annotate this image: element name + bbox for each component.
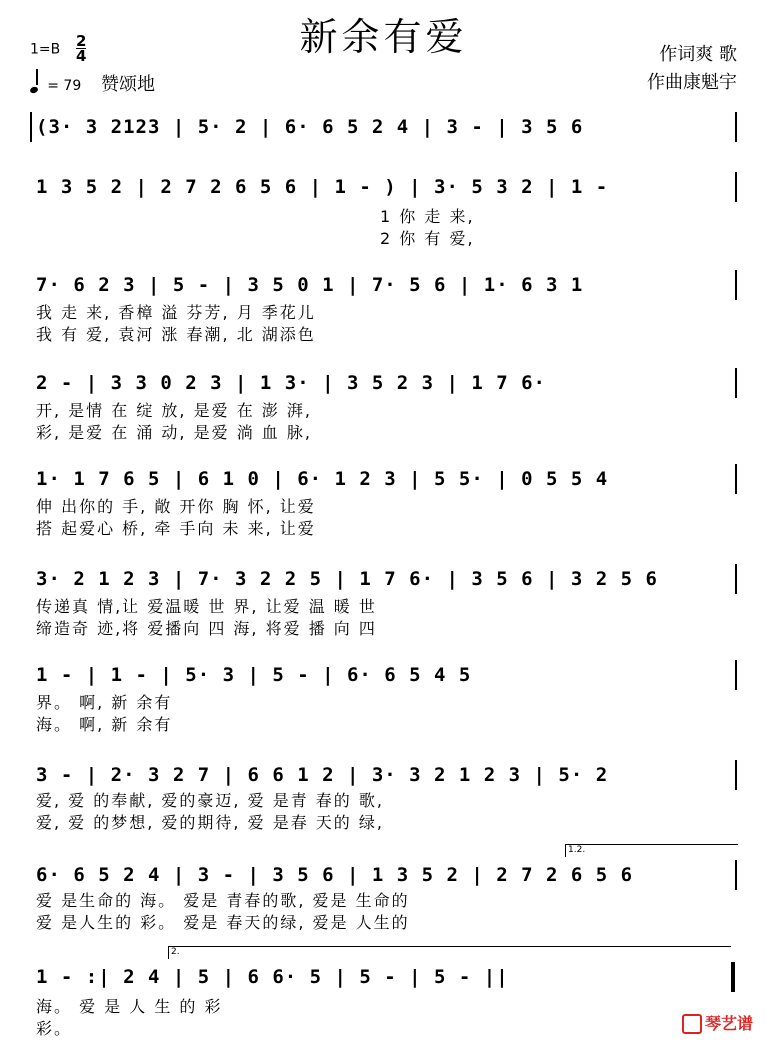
composer: 作曲康魁宇 <box>647 72 737 93</box>
lyric-verse-1: 海。 爱 是 人 生 的 彩 <box>36 997 223 1016</box>
lyric-verse-1: 爱, 爱 的奉献, 爱的豪迈, 爱 是青 春的 歌, <box>36 791 384 810</box>
lyric-verse-1: 伸 出你的 手, 敞 开你 胸 怀, 让爱 <box>36 497 316 516</box>
notes: 1 - | 1 - | 5· 3 | 5 - | 6· 6 5 4 5 <box>36 664 472 686</box>
lyric-verse-2: 我 有 爱, 袁河 涨 春潮, 北 湖添色 <box>36 325 316 344</box>
lyric-verse-1: 1 你 走 来, <box>380 207 475 226</box>
volta-1-2: 1.2. <box>565 844 738 857</box>
quarter-note-icon <box>29 86 39 94</box>
tempo-marking <box>30 70 155 96</box>
lyric-verse-2: 彩。 <box>36 1019 73 1038</box>
notes: 2 - | 3 3 0 2 3 | 1 3· | 3 5 2 3 | 1 7 6· <box>36 372 546 394</box>
expression-mark: 赞颂地 <box>100 74 155 95</box>
score-row-1 <box>0 112 767 156</box>
lyric-verse-1: 我 走 来, 香樟 溢 芬芳, 月 季花儿 <box>36 303 316 322</box>
lyric-verse-2: 爱, 爱 的梦想, 爱的期待, 爱 是春 天的 绿, <box>36 813 384 832</box>
lyric-verse-2: 海。 啊, 新 余有 <box>36 715 173 734</box>
notes: 7· 6 2 3 | 5 - | 3 5 0 1 | 7· 5 6 | 1· 6 3 1 <box>36 274 584 296</box>
lyric-verse-2: 缔造奇 迹,将 爱播向 四 海, 将爱 播 向 四 <box>36 619 377 638</box>
notes: 1· 1 7 6 5 | 6 1 0 | 6· 1 2 3 | 5 5· | 0 5 5 4 <box>36 468 609 490</box>
notes: 3· 2 1 2 3 | 7· 3 2 2 5 | 1 7 6· | 3 5 6 | 3 2 5 6 <box>36 568 658 590</box>
notes: (3· 3 2123 | 5· 2 | 6· 6 5 2 4 | 3 - | 3 5 6 <box>36 116 584 138</box>
lyric-verse-2: 搭 起爱心 桥, 牵 手向 未 来, 让爱 <box>36 519 316 538</box>
lyric-verse-1: 界。 啊, 新 余有 <box>36 693 173 712</box>
notes: 1 3 5 2 | 2 7 2 6 5 6 | 1 - ) | 3· 5 3 2 | 1 - <box>36 176 609 198</box>
volta-2: 2. <box>168 946 731 959</box>
lyric-verse-2: 2 你 有 爱, <box>380 229 475 248</box>
lyric-verse-2: 爱 是人生的 彩。 爱是 春天的绿, 爱是 人生的 <box>36 913 410 932</box>
lyricist: 作词爽 歌 <box>659 44 737 65</box>
tempo-value: = 79 <box>47 78 82 94</box>
lyric-verse-1: 爱 是生命的 海。 爱是 青春的歌, 爱是 生命的 <box>36 891 410 910</box>
watermark: 琴艺谱 <box>682 1011 753 1035</box>
song-title: 新余有爱 <box>299 15 468 59</box>
notes: 6· 6 5 2 4 | 3 - | 3 5 6 | 1 3 5 2 | 2 7 2 6 5 6 <box>36 864 634 886</box>
lyric-verse-2: 彩, 是爱 在 涌 动, 是爱 淌 血 脉, <box>36 423 312 442</box>
key-label: 1=B <box>30 41 61 58</box>
lyric-verse-1: 传递真 情,让 爱温暖 世 界, 让爱 温 暖 世 <box>36 597 377 616</box>
notes: 1 - :| 2 4 | 5 | 6 6· 5 | 5 - | 5 - || <box>36 966 509 988</box>
notes: 3 - | 2· 3 2 7 | 6 6 1 2 | 3· 3 2 1 2 3 | 5· 2 <box>36 764 609 786</box>
logo-icon <box>682 1014 702 1034</box>
time-signature: $\frac{2}{4}$ <box>75 32 87 65</box>
key-signature <box>30 34 86 63</box>
lyric-verse-1: 开, 是情 在 绽 放, 是爱 在 澎 湃, <box>36 401 312 420</box>
